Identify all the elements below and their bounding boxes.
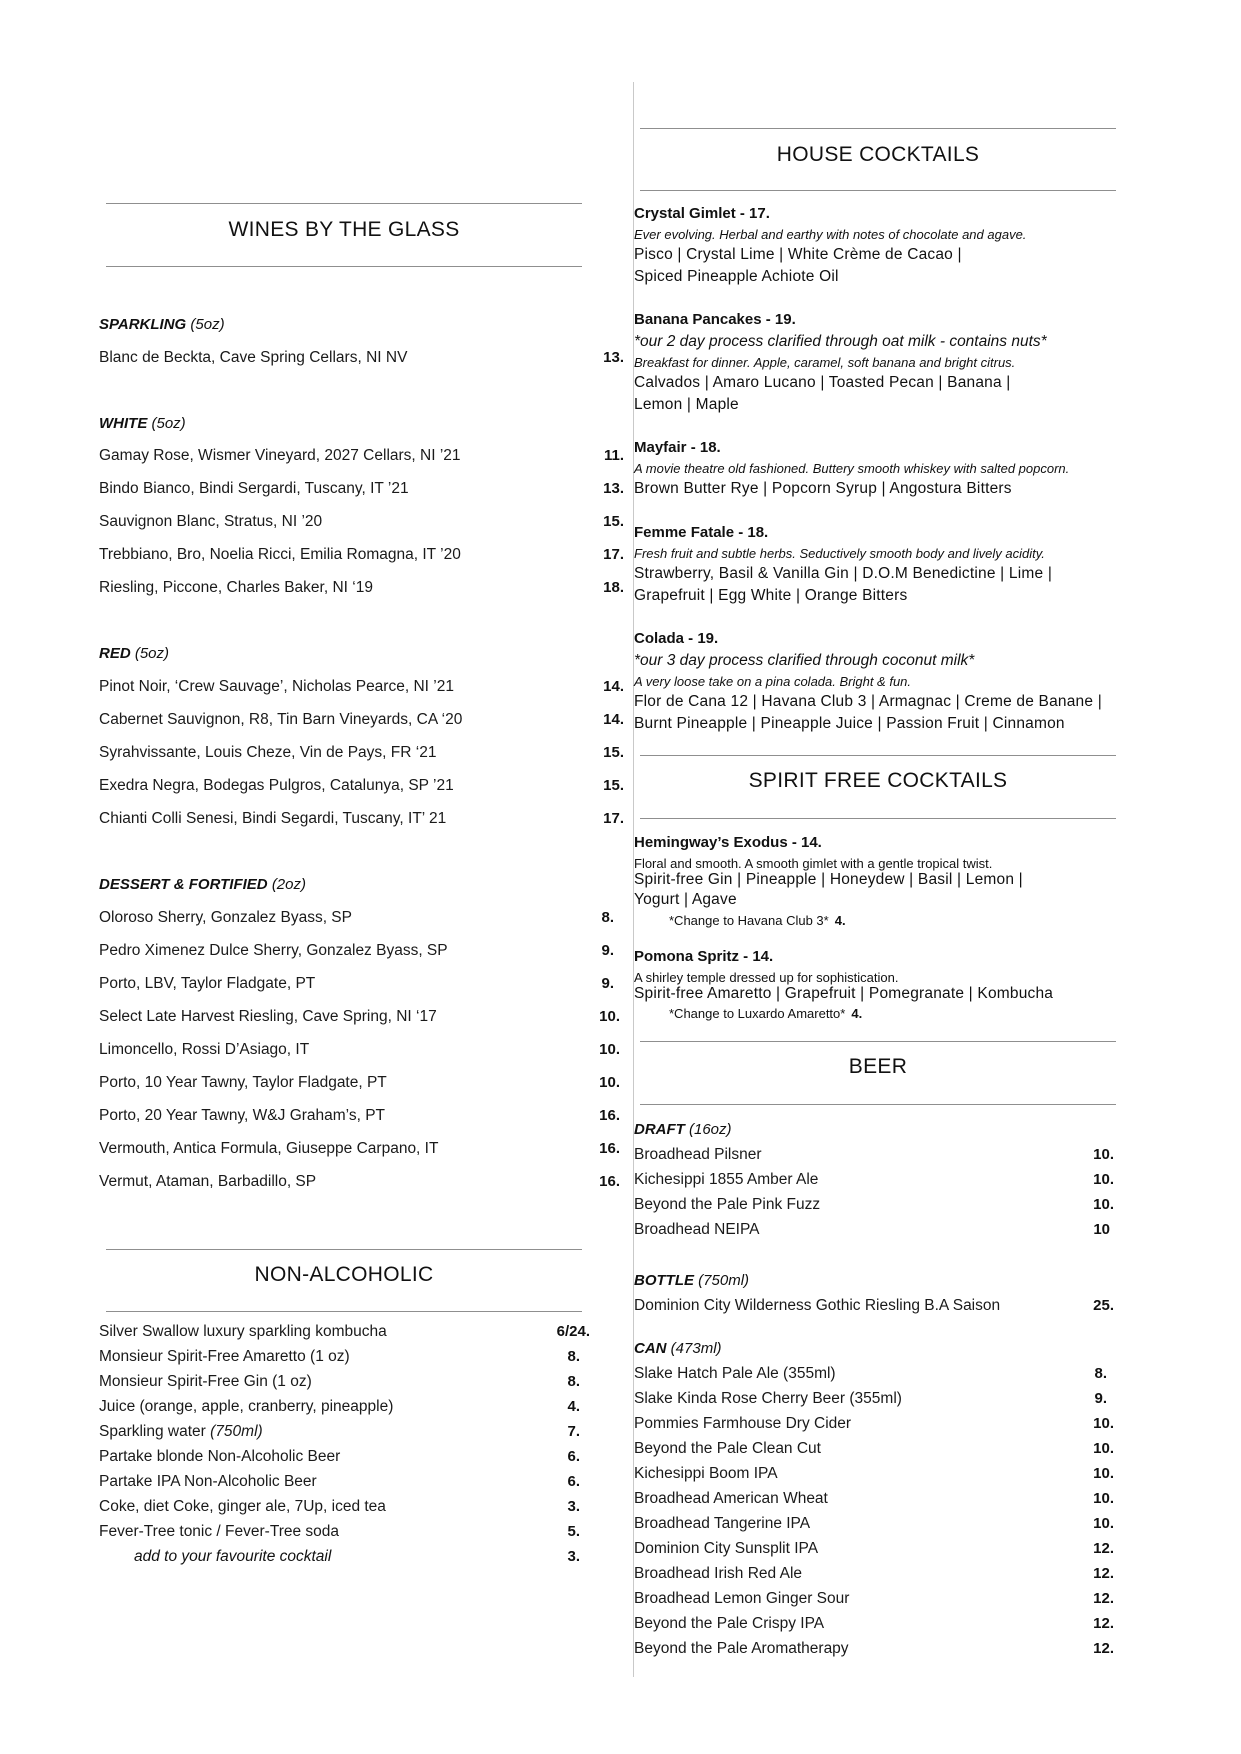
beer-item: Beyond the Pale Crispy IPA bbox=[634, 1615, 825, 1632]
cocktail-ingredients: Strawberry, Basil & Vanilla Gin | D.O.M Benedictine | Lime | bbox=[634, 565, 1053, 582]
section-rule bbox=[106, 1311, 582, 1312]
beer-item: Broadhead Tangerine IPA bbox=[634, 1515, 811, 1532]
beer-item: Broadhead American Wheat bbox=[634, 1490, 828, 1507]
na-item: Monsieur Spirit-Free Amaretto (1 oz) bbox=[99, 1348, 350, 1365]
wine-price: 14. bbox=[603, 678, 624, 695]
beer-item: Broadhead NEIPA bbox=[634, 1221, 760, 1238]
na-price: 6/24. bbox=[556, 1323, 590, 1340]
category-white: WHITE (5oz) bbox=[99, 415, 186, 432]
wine-item: Bindo Bianco, Bindi Sergardi, Tuscany, IT ’21 bbox=[99, 480, 409, 497]
na-addon-price: 3. bbox=[567, 1548, 580, 1565]
beer-item: Beyond the Pale Clean Cut bbox=[634, 1440, 821, 1457]
na-addon: add to your favourite cocktail bbox=[134, 1548, 332, 1565]
wine-item: Cabernet Sauvignon, R8, Tin Barn Vineyards, CA ‘20 bbox=[99, 711, 463, 728]
na-item: Fever-Tree tonic / Fever-Tree soda bbox=[99, 1523, 340, 1540]
wine-price: 18. bbox=[603, 579, 624, 596]
na-price: 3. bbox=[567, 1498, 580, 1515]
wine-price: 16. bbox=[599, 1173, 620, 1190]
wine-item: Porto, 20 Year Tawny, W&J Graham’s, PT bbox=[99, 1107, 386, 1124]
na-item: Silver Swallow luxury sparkling kombucha bbox=[99, 1323, 387, 1340]
cocktail-title: Mayfair - 18. bbox=[634, 439, 721, 456]
beer-item: Pommies Farmhouse Dry Cider bbox=[634, 1415, 852, 1432]
wine-item: Blanc de Beckta, Cave Spring Cellars, NI NV bbox=[99, 349, 408, 366]
wine-price: 17. bbox=[603, 546, 624, 563]
beer-item: Beyond the Pale Pink Fuzz bbox=[634, 1196, 821, 1213]
wine-price: 17. bbox=[603, 810, 624, 827]
cocktail-ingredients: Lemon | Maple bbox=[634, 396, 739, 413]
cocktail-description: Breakfast for dinner. Apple, caramel, soft banana and bright citrus. bbox=[634, 355, 1016, 370]
section-rule bbox=[640, 818, 1116, 819]
beer-item: Dominion City Wilderness Gothic Riesling B.A Saison bbox=[634, 1297, 1001, 1314]
na-price: 6. bbox=[567, 1448, 580, 1465]
category-bottle: BOTTLE (750ml) bbox=[634, 1272, 750, 1289]
cocktail-ingredients: Calvados | Amaro Lucano | Toasted Pecan | Banana | bbox=[634, 374, 1011, 391]
section-rule bbox=[640, 1041, 1116, 1042]
beer-price: 10. bbox=[1093, 1515, 1114, 1532]
beer-heading: BEER bbox=[848, 1055, 908, 1078]
cocktail-process-note: *our 3 day process clarified through coconut milk* bbox=[634, 652, 975, 669]
wine-price: 14. bbox=[603, 711, 624, 728]
cocktail-title: Pomona Spritz - 14. bbox=[634, 948, 774, 965]
beer-item: Beyond the Pale Aromatherapy bbox=[634, 1640, 849, 1657]
cocktail-ingredients: Spirit-free Gin | Pineapple | Honeydew | Basil | Lemon | bbox=[634, 871, 1023, 888]
beer-price: 10. bbox=[1093, 1490, 1114, 1507]
na-item: Coke, diet Coke, ginger ale, 7Up, iced tea bbox=[99, 1498, 386, 1515]
wine-price: 16. bbox=[599, 1107, 620, 1124]
na-item: Monsieur Spirit-Free Gin (1 oz) bbox=[99, 1373, 312, 1390]
cocktail-ingredients: Spirit-free Amaretto | Grapefruit | Pomegranate | Kombucha bbox=[634, 985, 1054, 1002]
na-item: Partake IPA Non-Alcoholic Beer bbox=[99, 1473, 317, 1490]
beer-price: 12. bbox=[1093, 1540, 1114, 1557]
wine-item: Porto, LBV, Taylor Fladgate, PT bbox=[99, 975, 316, 992]
wine-price: 15. bbox=[603, 777, 624, 794]
wine-item: Pedro Ximenez Dulce Sherry, Gonzalez Byass, SP bbox=[99, 942, 448, 959]
wine-price: 10. bbox=[599, 1041, 620, 1058]
wine-price: 13. bbox=[603, 480, 624, 497]
wine-item: Exedra Negra, Bodegas Pulgros, Catalunya, SP ’21 bbox=[99, 777, 454, 794]
wine-price: 9. bbox=[601, 975, 614, 992]
cocktail-title: Femme Fatale - 18. bbox=[634, 524, 769, 541]
cocktail-title: Banana Pancakes - 19. bbox=[634, 311, 796, 328]
beer-item: Dominion City Sunsplit IPA bbox=[634, 1540, 819, 1557]
section-rule bbox=[640, 128, 1116, 129]
beer-price: 8. bbox=[1094, 1365, 1107, 1382]
na-price: 4. bbox=[567, 1398, 580, 1415]
wine-price: 11. bbox=[603, 447, 624, 464]
beer-price: 12. bbox=[1093, 1640, 1114, 1657]
na-item: Sparkling water (750ml) bbox=[99, 1423, 263, 1440]
beer-price: 10. bbox=[1093, 1146, 1114, 1163]
wine-item: Vermut, Ataman, Barbadillo, SP bbox=[99, 1173, 317, 1190]
wine-price: 10. bbox=[599, 1008, 620, 1025]
cocktail-ingredients: Flor de Cana 12 | Havana Club 3 | Armagnac | Creme de Banane | bbox=[634, 693, 1102, 710]
cocktail-ingredients: Grapefruit | Egg White | Orange Bitters bbox=[634, 587, 908, 604]
beer-price: 10. bbox=[1093, 1171, 1114, 1188]
beer-item: Kichesippi Boom IPA bbox=[634, 1465, 778, 1482]
category-sparkling: SPARKLING (5oz) bbox=[99, 316, 225, 333]
beer-item: Kichesippi 1855 Amber Ale bbox=[634, 1171, 819, 1188]
wine-price: 15. bbox=[603, 513, 624, 530]
na-price: 6. bbox=[567, 1473, 580, 1490]
cocktail-ingredients: Pisco | Crystal Lime | White Crème de Cacao | bbox=[634, 246, 962, 263]
cocktail-description: Ever evolving. Herbal and earthy with notes of chocolate and agave. bbox=[634, 227, 1027, 242]
cocktail-ingredients: Spiced Pineapple Achiote Oil bbox=[634, 268, 839, 285]
beer-price: 10. bbox=[1093, 1415, 1114, 1432]
wine-price: 8. bbox=[601, 909, 614, 926]
beer-item: Slake Hatch Pale Ale (355ml) bbox=[634, 1365, 836, 1382]
section-rule bbox=[640, 755, 1116, 756]
wine-price: 13. bbox=[603, 349, 624, 366]
cocktail-description: A very loose take on a pina colada. Bright & fun. bbox=[634, 674, 912, 689]
house-cocktails-heading: HOUSE COCKTAILS bbox=[776, 143, 980, 166]
wine-item: Pinot Noir, ‘Crew Sauvage’, Nicholas Pearce, NI ’21 bbox=[99, 678, 454, 695]
section-rule bbox=[106, 266, 582, 267]
beer-price: 10. bbox=[1093, 1196, 1114, 1213]
non-alcoholic-heading: NON-ALCOHOLIC bbox=[254, 1263, 434, 1286]
wine-item: Porto, 10 Year Tawny, Taylor Fladgate, PT bbox=[99, 1074, 387, 1091]
beer-item: Broadhead Lemon Ginger Sour bbox=[634, 1590, 850, 1607]
na-price: 8. bbox=[567, 1348, 580, 1365]
wine-item: Limoncello, Rossi D’Asiago, IT bbox=[99, 1041, 310, 1058]
wine-item: Riesling, Piccone, Charles Baker, NI ‘19 bbox=[99, 579, 373, 596]
wine-price: 9. bbox=[601, 942, 614, 959]
category-can: CAN (473ml) bbox=[634, 1340, 722, 1357]
wine-item: Chianti Colli Senesi, Bindi Segardi, Tuscany, IT’ 21 bbox=[99, 810, 447, 827]
beer-item: Slake Kinda Rose Cherry Beer (355ml) bbox=[634, 1390, 902, 1407]
cocktail-description: A movie theatre old fashioned. Buttery smooth whiskey with salted popcorn. bbox=[634, 461, 1070, 476]
na-price: 7. bbox=[567, 1423, 580, 1440]
cocktail-substitution: *Change to Luxardo Amaretto* 4. bbox=[669, 1006, 863, 1021]
spirit-free-heading: SPIRIT FREE COCKTAILS bbox=[748, 769, 1008, 792]
beer-item: Broadhead Pilsner bbox=[634, 1146, 762, 1163]
beer-price: 10 bbox=[1093, 1221, 1110, 1238]
beer-price: 10. bbox=[1093, 1465, 1114, 1482]
cocktail-title: Colada - 19. bbox=[634, 630, 719, 647]
wine-price: 10. bbox=[599, 1074, 620, 1091]
wine-item: Sauvignon Blanc, Stratus, NI ’20 bbox=[99, 513, 323, 530]
beer-price: 12. bbox=[1093, 1565, 1114, 1582]
na-item: Partake blonde Non-Alcoholic Beer bbox=[99, 1448, 341, 1465]
category-draft: DRAFT (16oz) bbox=[634, 1121, 732, 1138]
wine-item: Oloroso Sherry, Gonzalez Byass, SP bbox=[99, 909, 352, 926]
beer-price: 25. bbox=[1093, 1297, 1114, 1314]
category-dessert-fortified: DESSERT & FORTIFIED (2oz) bbox=[99, 876, 306, 893]
cocktail-title: Hemingway’s Exodus - 14. bbox=[634, 834, 822, 851]
cocktail-description: Fresh fruit and subtle herbs. Seductively smooth body and lively acidity. bbox=[634, 546, 1045, 561]
na-item: Juice (orange, apple, cranberry, pineapple) bbox=[99, 1398, 394, 1415]
cocktail-ingredients: Burnt Pineapple | Pineapple Juice | Passion Fruit | Cinnamon bbox=[634, 715, 1065, 732]
cocktail-process-note: *our 2 day process clarified through oat milk - contains nuts* bbox=[634, 333, 1047, 350]
cocktail-ingredients: Brown Butter Rye | Popcorn Syrup | Angostura Bitters bbox=[634, 480, 1012, 497]
beer-item: Broadhead Irish Red Ale bbox=[634, 1565, 803, 1582]
cocktail-description: A shirley temple dressed up for sophistication. bbox=[634, 970, 899, 985]
wine-price: 16. bbox=[599, 1140, 620, 1157]
section-rule bbox=[106, 1249, 582, 1250]
wines-heading: WINES BY THE GLASS bbox=[228, 218, 460, 241]
wine-item: Trebbiano, Bro, Noelia Ricci, Emilia Romagna, IT ’20 bbox=[99, 546, 461, 563]
cocktail-substitution: *Change to Havana Club 3* 4. bbox=[669, 913, 846, 928]
wine-item: Vermouth, Antica Formula, Giuseppe Carpano, IT bbox=[99, 1140, 439, 1157]
na-price: 8. bbox=[567, 1373, 580, 1390]
na-price: 5. bbox=[567, 1523, 580, 1540]
section-rule bbox=[640, 1104, 1116, 1105]
wine-item: Gamay Rose, Wismer Vineyard, 2027 Cellars, NI ’21 bbox=[99, 447, 461, 464]
cocktail-title: Crystal Gimlet - 17. bbox=[634, 205, 770, 222]
cocktail-description: Floral and smooth. A smooth gimlet with a gentle tropical twist. bbox=[634, 856, 993, 871]
beer-price: 9. bbox=[1094, 1390, 1107, 1407]
beer-price: 10. bbox=[1093, 1440, 1114, 1457]
beer-price: 12. bbox=[1093, 1615, 1114, 1632]
cocktail-ingredients: Yogurt | Agave bbox=[634, 891, 737, 908]
wine-item: Select Late Harvest Riesling, Cave Spring, NI ‘17 bbox=[99, 1008, 437, 1025]
section-rule bbox=[106, 203, 582, 204]
wine-price: 15. bbox=[603, 744, 624, 761]
section-rule bbox=[640, 190, 1116, 191]
category-red: RED (5oz) bbox=[99, 645, 170, 662]
beer-price: 12. bbox=[1093, 1590, 1114, 1607]
wine-item: Syrahvissante, Louis Cheze, Vin de Pays, FR ‘21 bbox=[99, 744, 437, 761]
